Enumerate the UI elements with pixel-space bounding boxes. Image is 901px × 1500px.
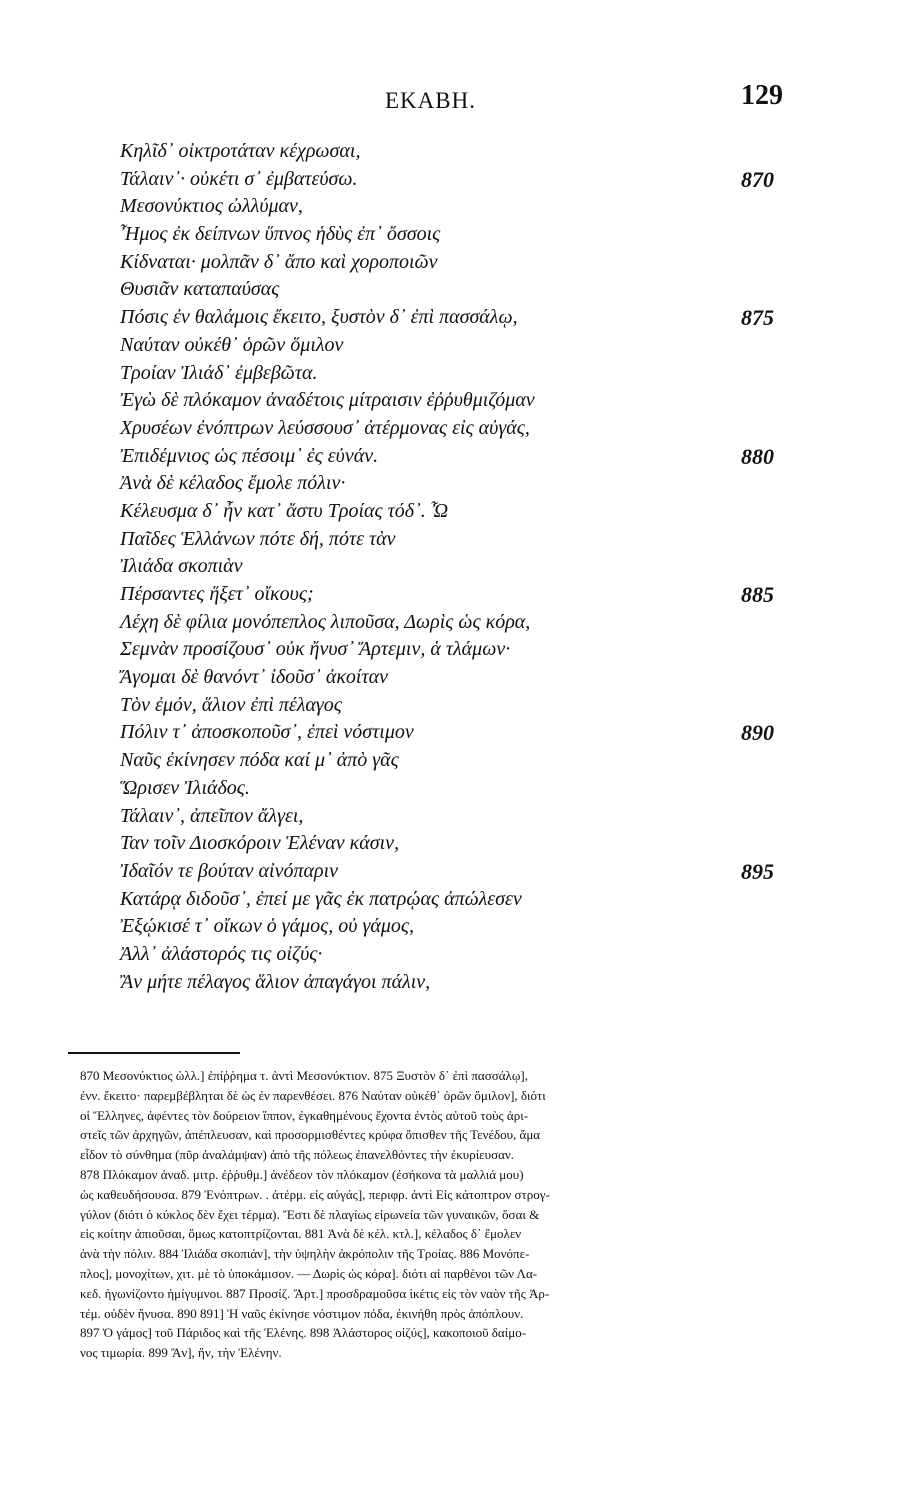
footnote-line: ὡς καθευδήσουσα. 879 Ἐνόπτρων. . ἀτέρμ. εἰς αὐγάς], περιφρ. ἀντὶ Εἰς κάτοπτρον στρογ- <box>80 1186 550 1202</box>
footnote-line: εἶδον τὸ σύνθημα (πῦρ ἀναλάμψαν) ἀπὸ τῆς πόλεως ἐπανελθόντες τὴν ἐκυρίευσαν. <box>80 1147 515 1163</box>
footnote-rule <box>68 1052 240 1054</box>
verse-line: Ἀλλ᾽ ἀλάστορός τις οἰζύς· <box>120 942 323 965</box>
line-number: 895 <box>741 858 774 884</box>
verse-line: Ἂν μήτε πέλαγος ἅλιον ἀπαγάγοι πάλιν, <box>120 970 431 993</box>
verse-line: Κηλῖδ᾽ οἰκτροτάταν κέχρωσαι, <box>120 140 361 162</box>
verse-line: Ἄγομαι δὲ θανόντ᾽ ἰδοῦσ᾽ ἀκοίταν <box>120 666 389 689</box>
verse-line: Ἰλιάδα σκοπιὰν <box>120 555 243 578</box>
line-number: 890 <box>741 720 774 746</box>
footnote-line: τέμ. οὐδὲν ἤνυσα. 890 891] Ἡ ναῦς ἐκίνησε νόστιμον πόδα, ἐκινήθη πρὸς ἀπόπλουν. <box>80 1305 524 1321</box>
verse-line: Ἐξῴκισέ τ᾽ οἴκων ὁ γάμος, οὐ γάμος, <box>120 915 414 938</box>
footnote-line: 870 Μεσονύκτιος ὠλλ.] ἐπίῤῥημα τ. ἀντὶ Μεσονύκτιον. 875 Ξυστὸν δ᾽ ἐπὶ πασσάλῳ], <box>80 1068 528 1083</box>
verse-line: Πόσις ἐν θαλάμοις ἔκειτο, ξυστὸν δ᾽ ἐπὶ πασσάλῳ, 875 <box>120 305 774 331</box>
line-number: 875 <box>741 305 774 331</box>
verse-line: Ἦμος ἐκ δείπνων ὕπνος ἡδὺς ἐπ᾽ ὄσσοις <box>120 223 441 246</box>
verse-line: Κίδναται· μολπᾶν δ᾽ ἄπο καὶ χοροποιῶν <box>120 250 438 273</box>
footnote-line: στεῖς τῶν ἀρχηγῶν, ἀπέπλευσαν, καὶ προσορμισθέντες κρύφα ὄπισθεν τῆς Τενέδου, ἅμα <box>80 1127 541 1143</box>
verse-line: Παῖδες Ἑλλάνων πότε δή, πότε τὰν <box>120 527 396 550</box>
footnote-line: πλος], μονοχίτων, χιτ. μὲ τὸ ὑποκάμισον. — Δωρὶς ὡς κόρα]. διότι αἱ παρθένοι τῶν Λα- <box>80 1265 538 1281</box>
page-number: 129 <box>741 80 783 111</box>
running-head: ΕΚΑΒΗ. <box>385 88 476 113</box>
verse-line: Κατάρᾳ διδοῦσ᾽, ἐπεί με γᾶς ἐκ πατρῴας ἀπώλεσεν <box>120 887 522 910</box>
footnotes <box>80 1066 795 1363</box>
verse-line: Τὸν ἐμόν, ἅλιον ἐπὶ πέλαγος <box>120 693 342 716</box>
verse-line: Ταν τοῖν Διοσκόροιν Ἑλέναν κάσιν, <box>120 832 400 855</box>
footnote-line: 878 Πλόκαμον ἀναδ. μιτρ. ἐῤῥυθμ.] ἀνέδεον τὸν πλόκαμον (ἐσήκονα τὰ μαλλιά μου) <box>80 1166 524 1182</box>
footnote-line: 897 Ὁ γάμος] τοῦ Πάριδος καὶ τῆς Ἑλένης. 898 Ἀλάστορος οἰζύς], κακοποιοῦ δαίμο- <box>80 1325 527 1341</box>
footnote-line: ἀνὰ τὴν πόλιν. 884 Ἰλιάδα σκοπιάν], τὴν ὑψηλὴν ἀκρόπολιν τῆς Τροίας. 886 Μονόπε- <box>80 1246 530 1262</box>
footnote-line: νος τιμωρία. 899 Ἄν], ἥν, τὴν Ἑλένην. <box>80 1345 282 1361</box>
verse-line: Τροίαν Ἰλιάδ᾽ ἐμβεβῶτα. <box>120 361 318 384</box>
verse-line: Ἀνὰ δὲ κέλαδος ἔμολε πόλιν· <box>120 472 346 495</box>
verse-line: Σεμνὰν προσίζουσ᾽ οὐκ ἤνυσ᾽ Ἄρτεμιν, ἁ τλάμων· <box>120 638 511 661</box>
verse-line: Ναῦς ἐκίνησεν πόδα καί μ᾽ ἀπὸ γᾶς <box>120 749 399 772</box>
verse-line: Πόλιν τ᾽ ἀποσκοποῦσ᾽, ἐπεὶ νόστιμον 890 <box>120 720 774 746</box>
verse-line: Ἐγὼ δὲ πλόκαμον ἀναδέτοις μίτραισιν ἐῤῥυθμιζόμαν <box>120 389 535 412</box>
verse-line: Τάλαιν᾽· οὐκέτι σ᾽ ἐμβατεύσω. 870 <box>120 166 774 192</box>
line-number: 885 <box>741 582 774 607</box>
verse-line: Κέλευσμα δ᾽ ἦν κατ᾽ ἄστυ Τροίας τόδ᾽. Ὦ <box>120 499 449 522</box>
footnote-line: κεδ. ἠγωνίζοντο ἡμίγυμνοι. 887 Προσίζ. Ἄρτ.] προσδραμοῦσα ἱκέτις εἰς τὸν ναὸν τῆς Ἀρ- <box>80 1285 550 1301</box>
footnote-line: γύλον (διότι ὁ κύκλος δὲν ἔχει τέρμα). Ἔστι δὲ πλαγίως εἰρωνεία τῶν γυναικῶν, ὅσαι & <box>80 1206 540 1222</box>
footnote-line: οἱ Ἕλληνες, ἀφέντες τὸν δούρειον ἵππον, ἐγκαθημένους ἔχοντα ἐντὸς αὐτοῦ τοὺς ἀρι- <box>80 1107 529 1123</box>
verse-line: Ὥρισεν Ἰλιάδος. <box>120 776 250 799</box>
verse-line: Λέχη δὲ φίλια μονόπεπλος λιποῦσα, Δωρὶς ὡς κόρα, <box>120 610 531 633</box>
footnote-line: ἐνν. ἔκειτο· παρεμβέβληται δὲ ὡς ἐν παρενθέσει. 876 Ναύταν οὐκέθ᾽ ὁρῶν ὅμιλον], διότι <box>80 1087 546 1103</box>
verse-line: Μεσονύκτιος ὠλλύμαν, <box>120 195 303 218</box>
line-number: 880 <box>741 443 774 469</box>
verse-line: Ἐπιδέμνιος ὡς πέσοιμ᾽ ἐς εὐνάν. 880 <box>120 443 774 469</box>
line-number: 870 <box>741 166 774 192</box>
verse-line: Θυσιᾶν καταπαύσας <box>120 278 280 301</box>
verse-block <box>120 138 800 996</box>
verse-line: Χρυσέων ἐνόπτρων λεύσσουσ᾽ ἀτέρμονας εἰς αὐγάς, <box>120 416 530 439</box>
verse-line: Ναύταν οὐκέθ᾽ ὁρῶν ὅμιλον <box>120 333 344 356</box>
verse-line: Πέρσαντες ἥξετ᾽ οἴκους; 885 <box>120 582 774 607</box>
verse-line: Τάλαιν᾽, ἀπεῖπον ἄλγει, <box>120 804 304 827</box>
footnote-line: εἰς κοίτην ἀπιοῦσαι, ὅμως κατοπτρίζονται. 881 Ἀνὰ δὲ κέλ. κτλ.], κέλαδος δ᾽ ἔμολεν <box>80 1226 522 1242</box>
verse-line: Ἰδαῖόν τε βούταν αἰνόπαριν 895 <box>120 858 774 884</box>
